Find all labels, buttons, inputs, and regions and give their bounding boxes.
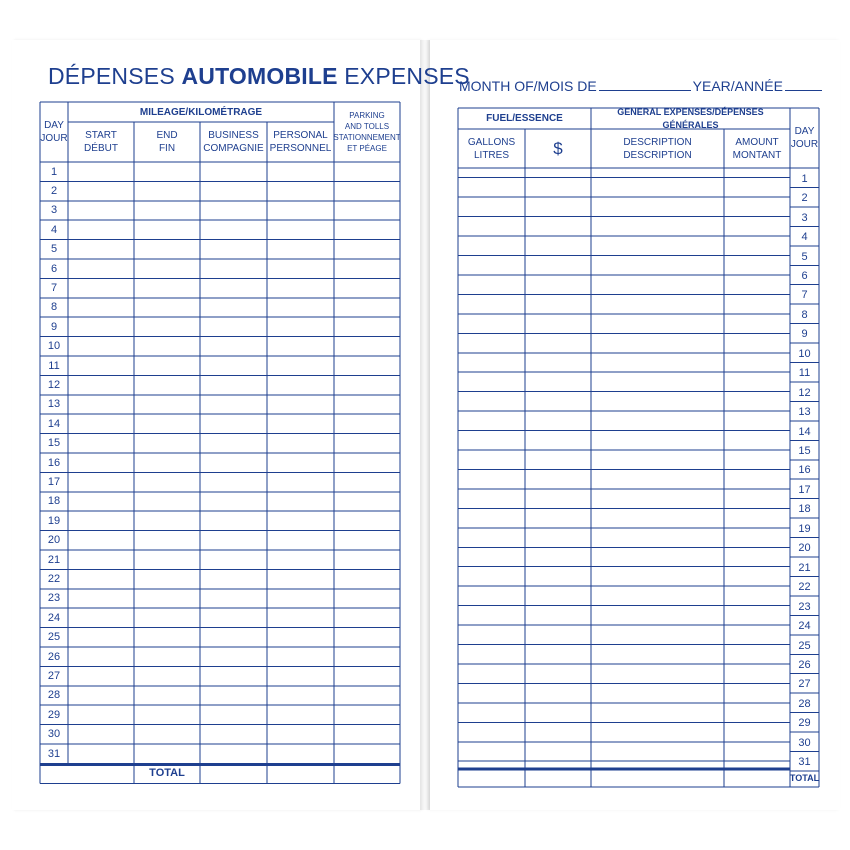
entry-cell[interactable]: [591, 499, 724, 518]
entry-cell[interactable]: [525, 285, 591, 304]
month-label: MONTH OF/MOIS DE: [459, 78, 597, 94]
entry-cell[interactable]: [591, 518, 724, 537]
entry-cell[interactable]: [458, 557, 525, 576]
entry-cell[interactable]: [724, 285, 790, 304]
entry-cell[interactable]: [724, 479, 790, 498]
dollar-header: [525, 129, 591, 168]
entry-cell[interactable]: [525, 324, 591, 343]
entry-cell[interactable]: [724, 654, 790, 673]
entry-cell[interactable]: [724, 246, 790, 265]
day-number-2: 2: [801, 192, 808, 205]
entry-cell[interactable]: [591, 557, 724, 576]
entry-cell[interactable]: [458, 654, 525, 673]
day-number-23: 23: [47, 592, 61, 605]
entry-cell[interactable]: [724, 265, 790, 284]
entry-cell[interactable]: [724, 693, 790, 712]
day-number-25: 25: [798, 639, 811, 652]
day-number-13: 13: [798, 406, 811, 419]
entry-cell[interactable]: [591, 363, 724, 382]
entry-cell[interactable]: [525, 479, 591, 498]
entry-cell[interactable]: [724, 324, 790, 343]
day-header-en: DAY: [44, 120, 64, 131]
entry-cell[interactable]: [525, 187, 591, 206]
day-number-29: 29: [798, 717, 811, 730]
entry-cell[interactable]: [724, 207, 790, 226]
gallons-header: [458, 129, 525, 168]
description-header-en: DESCRIPTION: [623, 136, 692, 148]
entry-cell[interactable]: [458, 421, 525, 440]
day-number-12: 12: [798, 386, 811, 399]
entry-cell[interactable]: [525, 343, 591, 362]
entry-cell[interactable]: [724, 518, 790, 537]
day-number-15: 15: [47, 437, 61, 450]
day-number-9: 9: [801, 328, 808, 341]
entry-cell[interactable]: [525, 246, 591, 265]
day-number-19: 19: [47, 514, 61, 527]
entry-cell[interactable]: [591, 168, 724, 187]
day-number-16: 16: [47, 456, 61, 469]
entry-cell[interactable]: [458, 304, 525, 323]
day-number-5: 5: [801, 250, 808, 263]
entry-cell[interactable]: [591, 713, 724, 732]
entry-cell[interactable]: [591, 538, 724, 557]
entry-cell[interactable]: [458, 538, 525, 557]
entry-cell[interactable]: [458, 226, 525, 245]
day-number-24: 24: [47, 611, 61, 624]
day-number-16: 16: [798, 464, 811, 477]
entry-cell[interactable]: [458, 265, 525, 284]
day-number-31: 31: [47, 747, 61, 760]
entry-cell[interactable]: [724, 382, 790, 401]
day-header-fr: JOUR: [40, 133, 68, 144]
right-day-header-en: DAY: [794, 126, 815, 137]
day-number-8: 8: [50, 301, 58, 314]
day-number-22: 22: [47, 573, 61, 586]
entry-cell[interactable]: [724, 363, 790, 382]
entry-cell[interactable]: [724, 713, 790, 732]
entry-cell[interactable]: [525, 713, 591, 732]
amount-header: [724, 129, 790, 168]
day-number-30: 30: [47, 728, 61, 741]
day-number-1: 1: [50, 165, 58, 178]
entry-cell[interactable]: [591, 226, 724, 245]
day-number-10: 10: [47, 340, 61, 353]
entry-cell[interactable]: [525, 168, 591, 187]
day-number-6: 6: [50, 262, 58, 275]
day-number-18: 18: [47, 495, 61, 508]
entry-cell[interactable]: [724, 226, 790, 245]
entry-cell[interactable]: [724, 752, 790, 771]
entry-cell[interactable]: [724, 732, 790, 751]
entry-cell[interactable]: [591, 265, 724, 284]
day-number-5: 5: [50, 243, 58, 256]
entry-cell[interactable]: [724, 440, 790, 459]
amount-header-fr: MONTANT: [732, 149, 782, 161]
start-header-en: START: [85, 130, 117, 141]
entry-cell[interactable]: [724, 499, 790, 518]
entry-cell[interactable]: [591, 382, 724, 401]
day-number-23: 23: [798, 600, 811, 613]
entry-cell[interactable]: [724, 401, 790, 420]
general-header-text: GENERAL EXPENSES/DÉPENSES GÉNÉRALES: [617, 106, 764, 130]
day-number-7: 7: [50, 282, 58, 295]
entry-cell[interactable]: [591, 460, 724, 479]
general-header: [591, 108, 790, 129]
entry-cell[interactable]: [525, 460, 591, 479]
entry-cell[interactable]: [591, 440, 724, 459]
dollar-sign: $: [553, 139, 563, 158]
entry-cell[interactable]: [458, 343, 525, 362]
day-number-22: 22: [798, 581, 811, 594]
entry-cell[interactable]: [591, 596, 724, 615]
fuel-header-text: FUEL/ESSENCE: [486, 113, 563, 124]
entry-cell[interactable]: [591, 304, 724, 323]
entry-cell[interactable]: [458, 752, 525, 771]
gallons-header-en: GALLONS: [467, 136, 516, 148]
entry-cell[interactable]: [525, 499, 591, 518]
day-number-17: 17: [798, 483, 811, 496]
amount-header-en: AMOUNT: [735, 136, 779, 148]
entry-cell[interactable]: [458, 401, 525, 420]
day-number-14: 14: [47, 417, 61, 430]
entry-cell[interactable]: [724, 421, 790, 440]
day-number-13: 13: [47, 398, 61, 411]
day-number-21: 21: [47, 553, 61, 566]
day-number-4: 4: [50, 223, 58, 236]
business-header-fr: COMPAGNIE: [203, 143, 264, 154]
entry-cell[interactable]: [458, 518, 525, 537]
total-cell[interactable]: [458, 771, 525, 787]
entry-cell[interactable]: [525, 752, 591, 771]
entry-cell[interactable]: [525, 518, 591, 537]
day-number-30: 30: [798, 736, 811, 749]
entry-cell[interactable]: [591, 752, 724, 771]
day-number-8: 8: [801, 308, 808, 321]
entry-cell[interactable]: [525, 615, 591, 634]
entry-cell[interactable]: [591, 576, 724, 595]
entry-cell[interactable]: [458, 187, 525, 206]
total-cell[interactable]: [591, 771, 724, 787]
description-header: [591, 129, 724, 168]
day-number-1: 1: [801, 172, 808, 185]
end-header-en: END: [156, 130, 178, 141]
day-number-20: 20: [47, 534, 61, 547]
right-day-header-fr: JOUR: [790, 139, 819, 150]
entry-cell[interactable]: [724, 460, 790, 479]
entry-cell[interactable]: [525, 596, 591, 615]
day-number-25: 25: [47, 631, 61, 644]
day-number-6: 6: [801, 269, 808, 282]
entry-cell[interactable]: [458, 168, 525, 187]
day-number-2: 2: [50, 185, 58, 198]
entry-cell[interactable]: [591, 654, 724, 673]
parking-header-line1: PARKING: [349, 111, 385, 120]
entry-cell[interactable]: [525, 674, 591, 693]
entry-cell[interactable]: [458, 382, 525, 401]
day-number-24: 24: [798, 620, 811, 633]
entry-cell[interactable]: [724, 576, 790, 595]
entry-cell[interactable]: [525, 401, 591, 420]
entry-cell[interactable]: [458, 285, 525, 304]
day-number-28: 28: [798, 697, 811, 710]
total-cell[interactable]: [724, 771, 790, 787]
day-number-10: 10: [798, 347, 811, 360]
entry-cell[interactable]: [724, 557, 790, 576]
fuel-header: [458, 108, 591, 129]
entry-cell[interactable]: [458, 479, 525, 498]
day-number-11: 11: [798, 367, 811, 380]
right-day-header: [790, 108, 819, 168]
entry-cell[interactable]: [458, 440, 525, 459]
entry-cell[interactable]: [591, 693, 724, 712]
day-number-15: 15: [798, 445, 811, 458]
entry-cell[interactable]: [724, 168, 790, 187]
entry-cell[interactable]: [458, 576, 525, 595]
entry-cell[interactable]: [525, 382, 591, 401]
day-number-3: 3: [801, 211, 808, 224]
entry-cell[interactable]: [724, 304, 790, 323]
entry-cell[interactable]: [591, 207, 724, 226]
day-number-20: 20: [798, 542, 811, 555]
entry-cell[interactable]: [591, 285, 724, 304]
day-number-12: 12: [47, 379, 61, 392]
entry-cell[interactable]: [724, 674, 790, 693]
entry-cell[interactable]: [525, 635, 591, 654]
title-prefix: DÉPENSES: [48, 63, 175, 89]
entry-cell[interactable]: [458, 207, 525, 226]
entry-cell[interactable]: [724, 343, 790, 362]
title-bold: AUTOMOBILE: [181, 63, 338, 89]
entry-cell[interactable]: [591, 479, 724, 498]
entry-cell[interactable]: [591, 246, 724, 265]
entry-cell[interactable]: [458, 615, 525, 634]
entry-cell[interactable]: [458, 246, 525, 265]
entry-cell[interactable]: [591, 615, 724, 634]
entry-cell[interactable]: [724, 596, 790, 615]
day-number-27: 27: [798, 678, 811, 691]
parking-header-line4: ET PÉAGE: [347, 144, 387, 153]
entry-cell[interactable]: [525, 265, 591, 284]
entry-cell[interactable]: [591, 635, 724, 654]
day-number-29: 29: [47, 708, 61, 721]
entry-cell[interactable]: [458, 674, 525, 693]
entry-cell[interactable]: [458, 324, 525, 343]
entry-cell[interactable]: [458, 732, 525, 751]
entry-cell[interactable]: [458, 713, 525, 732]
end-header-fr: FIN: [158, 143, 176, 154]
entry-cell[interactable]: [525, 538, 591, 557]
start-header-fr: DÉBUT: [84, 143, 118, 154]
entry-cell[interactable]: [458, 693, 525, 712]
entry-cell[interactable]: [724, 187, 790, 206]
day-number-31: 31: [798, 756, 811, 769]
entry-cell[interactable]: [525, 421, 591, 440]
day-number-26: 26: [798, 658, 811, 671]
entry-cell[interactable]: [591, 324, 724, 343]
day-number-21: 21: [798, 561, 811, 574]
entry-cell[interactable]: [525, 304, 591, 323]
day-number-4: 4: [801, 231, 808, 244]
day-number-18: 18: [798, 503, 811, 516]
parking-header-line2: AND TOLLS: [344, 122, 390, 131]
entry-cell[interactable]: [591, 401, 724, 420]
entry-cell[interactable]: [591, 343, 724, 362]
day-number-19: 19: [798, 522, 811, 535]
entry-cell[interactable]: [525, 440, 591, 459]
day-number-11: 11: [48, 359, 60, 372]
mileage-header-text: MILEAGE/KILOMÉTRAGE: [139, 106, 263, 118]
entry-cell[interactable]: [525, 693, 591, 712]
day-number-17: 17: [47, 476, 61, 489]
day-number-28: 28: [47, 689, 61, 702]
title-suffix: EXPENSES: [344, 63, 470, 89]
left-total-text: TOTAL: [149, 767, 185, 779]
day-number-9: 9: [50, 320, 58, 333]
parking-header-line3: STATIONNEMENT: [333, 133, 401, 142]
entry-cell[interactable]: [458, 596, 525, 615]
entry-cell[interactable]: [591, 421, 724, 440]
right-total-text: TOTAL: [789, 773, 820, 783]
entry-cell[interactable]: [724, 635, 790, 654]
day-number-14: 14: [798, 425, 811, 438]
gallons-header-fr: LITRES: [473, 149, 509, 161]
entry-cell[interactable]: [525, 732, 591, 751]
business-header-en: BUSINESS: [208, 130, 259, 141]
entry-cell[interactable]: [724, 538, 790, 557]
entry-cell[interactable]: [591, 187, 724, 206]
entry-cell[interactable]: [458, 499, 525, 518]
entry-cell[interactable]: [458, 635, 525, 654]
entry-cell[interactable]: [458, 460, 525, 479]
description-header-fr: DESCRIPTION: [623, 149, 692, 161]
total-cell[interactable]: [525, 771, 591, 787]
personal-header-fr: PERSONNEL: [269, 143, 332, 154]
day-number-3: 3: [50, 204, 58, 217]
personal-header-en: PERSONAL: [273, 130, 328, 141]
entry-cell[interactable]: [458, 363, 525, 382]
entry-cell[interactable]: [525, 226, 591, 245]
entry-cell[interactable]: [525, 654, 591, 673]
day-number-27: 27: [47, 670, 61, 683]
entry-cell[interactable]: [525, 363, 591, 382]
year-label: YEAR/ANNÉE: [692, 78, 783, 94]
right-total-label: [790, 769, 819, 787]
day-number-7: 7: [801, 289, 808, 302]
entry-cell[interactable]: [525, 207, 591, 226]
day-number-26: 26: [47, 650, 61, 663]
entry-cell[interactable]: [591, 732, 724, 751]
entry-cell[interactable]: [591, 674, 724, 693]
entry-cell[interactable]: [525, 576, 591, 595]
entry-cell[interactable]: [525, 557, 591, 576]
entry-cell[interactable]: [724, 615, 790, 634]
